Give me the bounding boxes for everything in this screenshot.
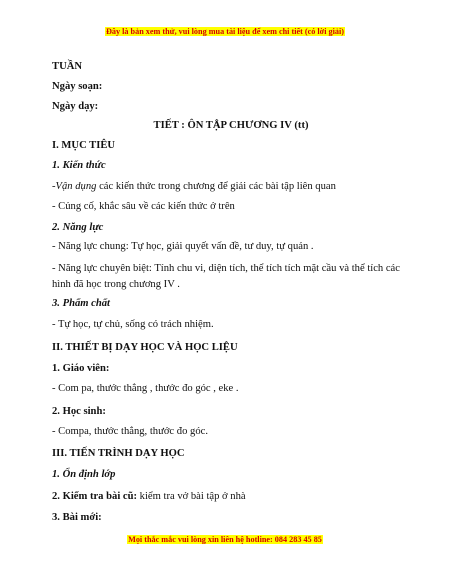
teacher-line-1: - Com pa, thước thẳng , thước đo góc , eke . <box>52 383 239 394</box>
knowledge-heading: 1. Kiến thức <box>52 160 106 171</box>
competence-heading: 2. Năng lực <box>52 222 104 233</box>
qualities-heading: 3. Phẩm chất <box>52 298 110 309</box>
competence-line-2: - Năng lực chuyên biệt: Tính chu vi, diện tích, thể tích tích mặt cầu và thể tích các hình đã học trong chương IV . <box>52 263 400 290</box>
qualities-line-1: - Tự học, tự chủ, sống có trách nhiệm. <box>52 319 214 330</box>
process-item-3: 3. Bài mới: <box>52 512 102 523</box>
knowledge-line-1 <box>52 180 336 193</box>
knowledge-line-1-rest: các kiến thức trong chương để giải các bài tập liên quan <box>96 181 336 192</box>
lesson-title: TIẾT : ÔN TẬP CHƯƠNG IV (tt) <box>153 120 309 131</box>
hotline-banner <box>0 534 450 545</box>
section-objectives-heading: I. MỤC TIÊU <box>52 140 116 151</box>
preview-notice-banner <box>0 26 450 37</box>
process-item-2 <box>52 490 246 503</box>
hotline-text: Mọi thắc mắc vui lòng xin liên hệ hotline: 084 283 45 85 <box>128 535 322 544</box>
teacher-heading: 1. Giáo viên: <box>52 363 110 374</box>
knowledge-line-1-italic: Vận dụng <box>55 181 97 192</box>
process-item-2-text: kiểm tra vở bài tập ở nhà <box>137 491 246 502</box>
knowledge-line-2: - Củng cố, khắc sâu về các kiến thức ở trên <box>52 201 235 212</box>
process-item-2-label: 2. Kiểm tra bài cũ: <box>52 491 138 502</box>
competence-line-1: - Năng lực chung: Tự học, giải quyết vấn đề, tư duy, tự quản . <box>52 241 314 252</box>
student-line-1: - Compa, thước thẳng, thước đo góc. <box>52 426 208 437</box>
preview-notice-text: Đây là bản xem thử, vui lòng mua tài liệu để xem chi tiết (có lời giải) <box>105 27 344 36</box>
week-label: TUẦN <box>52 61 83 72</box>
section-equipment-heading: II. THIẾT BỊ DẠY HỌC VÀ HỌC LIỆU <box>52 342 238 353</box>
knowledge-line-1-prefix: - <box>52 181 56 192</box>
process-item-1: 1. Ổn định lớp <box>52 469 116 480</box>
prep-date-label: Ngày soạn: <box>52 81 103 92</box>
section-process-heading: III. TIẾN TRÌNH DẠY HỌC <box>52 448 185 459</box>
student-heading: 2. Học sinh: <box>52 406 106 417</box>
teach-date-label: Ngày dạy: <box>52 101 99 112</box>
